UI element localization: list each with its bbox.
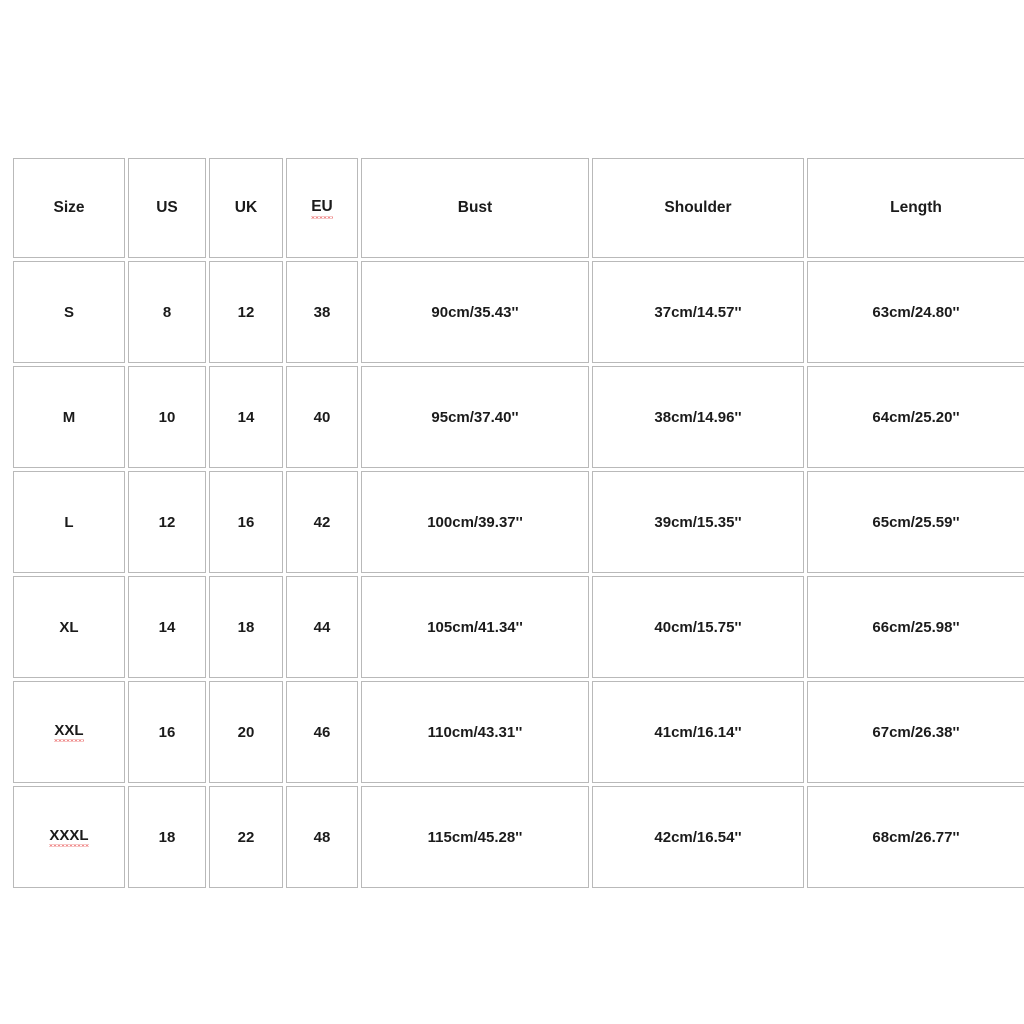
cell-bust [361,471,589,573]
table-header [13,158,1024,258]
column-header-eu [286,158,358,258]
cell-eu-value: 48 [313,828,331,846]
cell-length-value: 64cm/25.20'' [872,408,960,426]
cell-shoulder [592,786,804,888]
cell-size [13,366,125,468]
cell-us [128,576,206,678]
cell-eu-value: 40 [313,408,331,426]
cell-uk [209,471,283,573]
cell-size [13,261,125,363]
cell-us-value: 8 [162,303,172,321]
cell-shoulder-value: 37cm/14.57'' [654,303,742,321]
cell-size-value: XL [59,618,79,636]
cell-uk [209,681,283,783]
cell-eu [286,786,358,888]
cell-bust [361,576,589,678]
column-header-length [807,158,1024,258]
cell-us-value: 14 [158,618,176,636]
cell-shoulder-value: 41cm/16.14'' [654,723,742,741]
cell-eu [286,576,358,678]
cell-length [807,471,1024,573]
cell-bust-value: 115cm/45.28'' [427,828,523,846]
column-header-bust [361,158,589,258]
cell-size-value: M [62,408,76,426]
cell-bust [361,681,589,783]
cell-length-value: 67cm/26.38'' [872,723,960,741]
column-header-shoulder-label: Shoulder [664,199,732,216]
cell-us [128,471,206,573]
cell-us [128,786,206,888]
cell-length [807,366,1024,468]
table-row [13,576,1024,678]
cell-shoulder [592,261,804,363]
cell-shoulder [592,681,804,783]
cell-eu-value: 42 [313,513,331,531]
table-row [13,366,1024,468]
cell-eu-value: 38 [313,303,331,321]
cell-bust-value: 100cm/39.37'' [427,513,523,531]
cell-shoulder-value: 42cm/16.54'' [654,828,742,846]
cell-uk-value: 20 [237,723,255,741]
cell-size-value: XXL [54,722,83,742]
column-header-us-label: US [156,199,178,216]
cell-uk-value: 22 [237,828,255,846]
column-header-bust-label: Bust [457,199,493,216]
cell-uk-value: 12 [237,303,255,321]
cell-bust-value: 95cm/37.40'' [431,408,519,426]
cell-us [128,261,206,363]
cell-eu-value: 44 [313,618,331,636]
cell-uk-value: 18 [237,618,255,636]
cell-uk [209,261,283,363]
cell-size [13,681,125,783]
cell-size-value: L [64,513,74,531]
size-chart-table [10,155,1024,891]
cell-shoulder-value: 39cm/15.35'' [654,513,742,531]
cell-uk-value: 16 [237,513,255,531]
cell-length-value: 68cm/26.77'' [872,828,960,846]
cell-size-value: XXXL [49,827,88,847]
cell-shoulder [592,576,804,678]
table-body [13,261,1024,888]
cell-eu-value: 46 [313,723,331,741]
cell-us-value: 16 [158,723,176,741]
cell-uk [209,366,283,468]
column-header-uk-label: UK [234,199,258,216]
cell-bust-value: 110cm/43.31'' [427,723,523,741]
table-row [13,786,1024,888]
cell-size [13,471,125,573]
cell-uk [209,786,283,888]
column-header-us [128,158,206,258]
table-row [13,261,1024,363]
column-header-uk [209,158,283,258]
table-row [13,471,1024,573]
cell-shoulder-value: 38cm/14.96'' [654,408,742,426]
cell-bust-value: 105cm/41.34'' [427,618,523,636]
cell-shoulder [592,366,804,468]
cell-uk [209,576,283,678]
cell-length-value: 65cm/25.59'' [872,513,960,531]
cell-bust [361,786,589,888]
cell-eu [286,366,358,468]
cell-shoulder-value: 40cm/15.75'' [654,618,742,636]
column-header-shoulder [592,158,804,258]
cell-length [807,786,1024,888]
cell-us [128,681,206,783]
table-header-row [13,158,1024,258]
column-header-size [13,158,125,258]
cell-bust-value: 90cm/35.43'' [431,303,519,321]
cell-size-value: S [63,303,74,321]
cell-size [13,786,125,888]
cell-length [807,681,1024,783]
cell-length-value: 66cm/25.98'' [872,618,960,636]
cell-us-value: 12 [158,513,176,531]
cell-bust [361,366,589,468]
size-chart-table-wrapper [10,155,1014,891]
cell-eu [286,681,358,783]
table-row [13,681,1024,783]
cell-length-value: 63cm/24.80'' [872,303,960,321]
cell-bust [361,261,589,363]
column-header-size-label: Size [53,199,85,216]
cell-shoulder [592,471,804,573]
cell-eu [286,261,358,363]
cell-eu [286,471,358,573]
column-header-eu-label: EU [311,198,333,219]
cell-us-value: 10 [158,408,176,426]
cell-us [128,366,206,468]
cell-length [807,576,1024,678]
cell-size [13,576,125,678]
column-header-length-label: Length [890,199,942,216]
cell-us-value: 18 [158,828,176,846]
cell-uk-value: 14 [237,408,255,426]
cell-length [807,261,1024,363]
